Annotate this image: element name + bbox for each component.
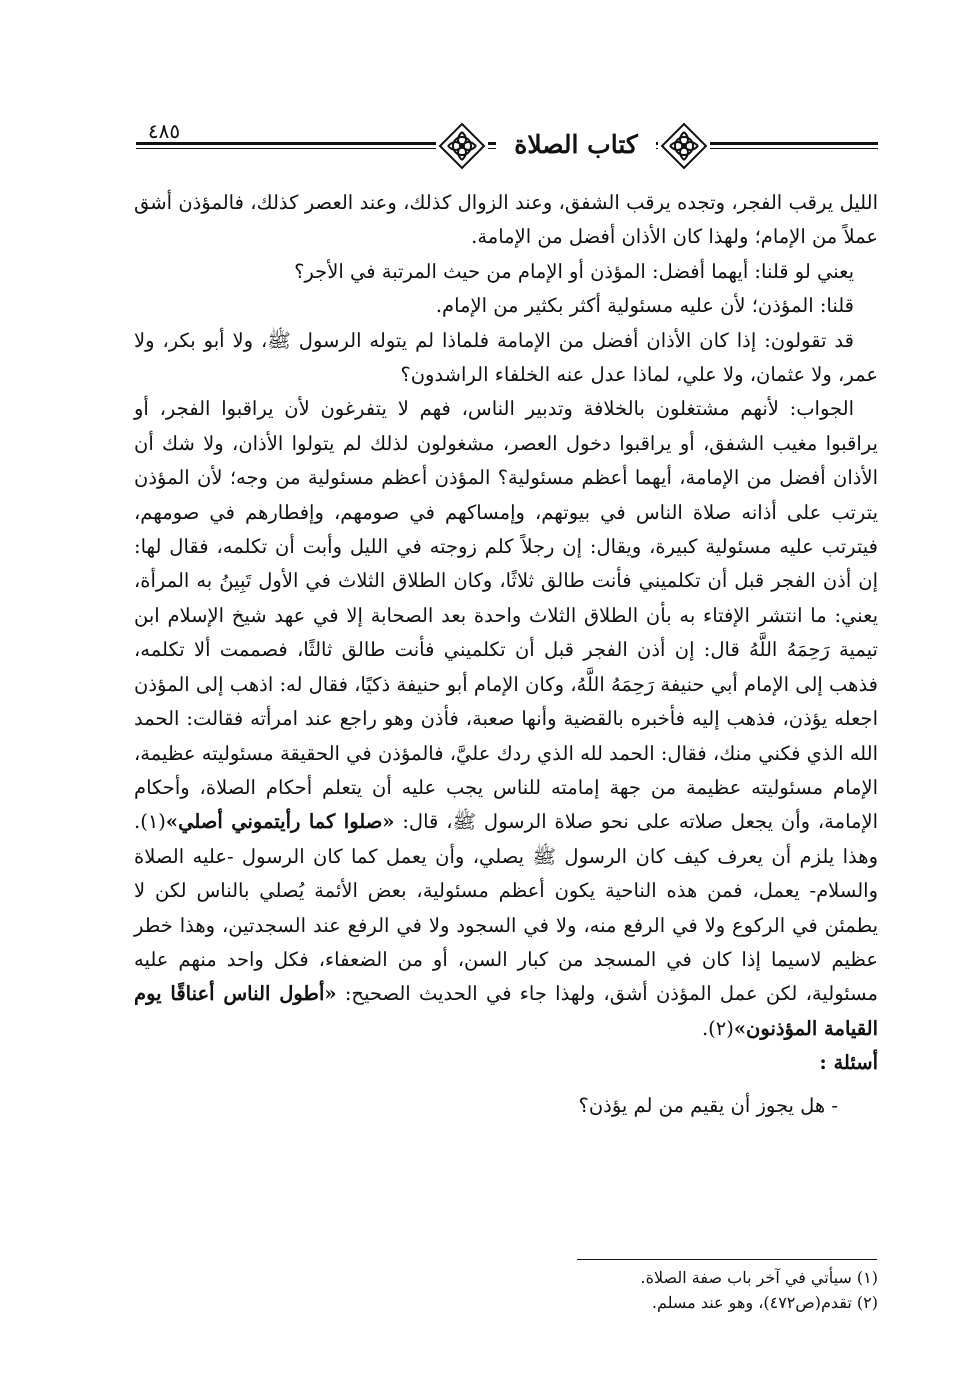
- paragraph: قلنا: المؤذن؛ لأن عليه مسئولية أكثر بكثير من الإمام.: [435, 294, 854, 318]
- hadith-quote: «أطول الناس أعناقًا يوم القيامة المؤذنون»: [134, 982, 878, 1040]
- paragraph: الليل يرقب الفجر، وتجده يرقب الشفق، وعند الزوال كذلك، وعند العصر كذلك، فالمؤذن أشق عملاً من الإمام؛ ولهذا كان الأذان أفضل من الإمامة.: [134, 191, 878, 249]
- paragraph: يعني لو قلنا: أيهما أفضل: المؤذن أو الإمام من حيث المرتبة في الأجر؟: [294, 259, 854, 283]
- questions-heading: أسئلة :: [819, 1051, 878, 1075]
- footnote-divider: [577, 1259, 877, 1260]
- paragraph-text: الجواب: لأنهم مشتغلون بالخلافة وتدبير الناس، فهم لا يتفرغون لأن يراقبوا الفجر، أو يراقبوا مغيب الشفق، أو يراقبوا دخول العصر، مشغولون لذلك لم يتولوا الأذان، ولا شك أن الأذان أفضل من الإمامة، أيهما أعظم مسئولية؟ المؤذن أعظم مسئولية من وجه؛ لأن المؤذن يترتب على أذانه صلاة الناس في بيوتهم، وإمساكهم في صومهم، وإفطارهم في صومهم، فيترتب عليه مسئولية كبيرة، ويقال: إن رجلاً كلم زوجته في الليل وأبت أن تكلمه، فقال لها: إن أذن الفجر قبل أن تكلميني فأنت طالق ثلاثًا، وكان الطلاق الثلاث في الأول تَبِينُ به المرأة، يعني: ما انتشر الإفتاء به بأن الطلاق الثلاث واحدة بعد الصحابة إلا في عهد شيخ الإسلام ابن تيمية رَحِمَهُ اللَّهُ قال: إن أذن الفجر قبل أن تكلميني فأنت طالق ثالثًا، فصممت ألا تكلمه، فذهب إلى الإمام أبي حنيفة رَحِمَهُ اللَّهُ، وكان الإمام أبو حنيفة ذكيًا، فقال له: اذهب إلى المؤذن اجعله يؤذن، فذهب إليه فأخبره بالقضية وأنها صعبة، فأذن وهو راجع عند امرأته فقالت: الحمد الله الذي فكني منك، فقال: الحمد لله الذي ردك عليَّ، فالمؤذن في الحقيقة مسئوليته عظيمة، الإمام مسئوليته عظيمة من جهة إمامته للناس يجب عليه أن يتعلم أحكام الصلاة، وأحكام الإمامة، وأن يجعل صلاته على نحو صلاة الرسول ﷺ، قال:: [134, 397, 879, 834]
- hadith-quote: «صلوا كما رأيتموني أصلي»: [165, 810, 395, 834]
- footnotes: [500, 1265, 878, 1315]
- paragraph: [134, 392, 878, 1046]
- ornament-icon: [658, 120, 710, 172]
- paragraph: قد تقولون: إذا كان الأذان أفضل من الإمامة فلماذا لم يتوله الرسول ﷺ، ولا أبو بكر، ولا عمر، ولا عثمان، ولا علي، لماذا عدل عنه الخلفاء الراشدون؟: [134, 328, 878, 387]
- footnote-ref: (٢).: [701, 1016, 734, 1040]
- body-text: [134, 186, 878, 1123]
- ornament-icon: [436, 120, 488, 172]
- page-number: ٤٨٥: [136, 120, 192, 142]
- footnote: (٢) تقدم(ص٤٧٢)، وهو عند مسلم.: [651, 1293, 878, 1312]
- footnote: (١) سيأتي في آخر باب صفة الصلاة.: [640, 1268, 878, 1287]
- paragraph-text: (١). وهذا يلزم أن يعرف كيف كان الرسول ﷺ يصلي، وأن يعمل كما كان الرسول -عليه الصلاة والسلام- يعمل، فمن هذه الناحية يكون أعظم مسئولية، بعض الأئمة يُصلي بالناس لكن لا يطمئن في الركوع ولا في الرفع منه، ولا في السجود ولا في الرفع عند السجدتين، وهذا خطر عظيم لاسيما إذا كان في المسجد من كبار السن، أو من الضعفاء، فكل واحد منهم عليه مسئولية، لكن عمل المؤذن أشق، ولهذا جاء في الحديث الصحيح:: [134, 810, 878, 1006]
- questions-list: [134, 1089, 878, 1123]
- chapter-title: كتاب الصلاة: [496, 128, 656, 162]
- question-item: - هل يجوز أن يقيم من لم يؤذن؟: [578, 1093, 838, 1117]
- running-header: [136, 118, 878, 174]
